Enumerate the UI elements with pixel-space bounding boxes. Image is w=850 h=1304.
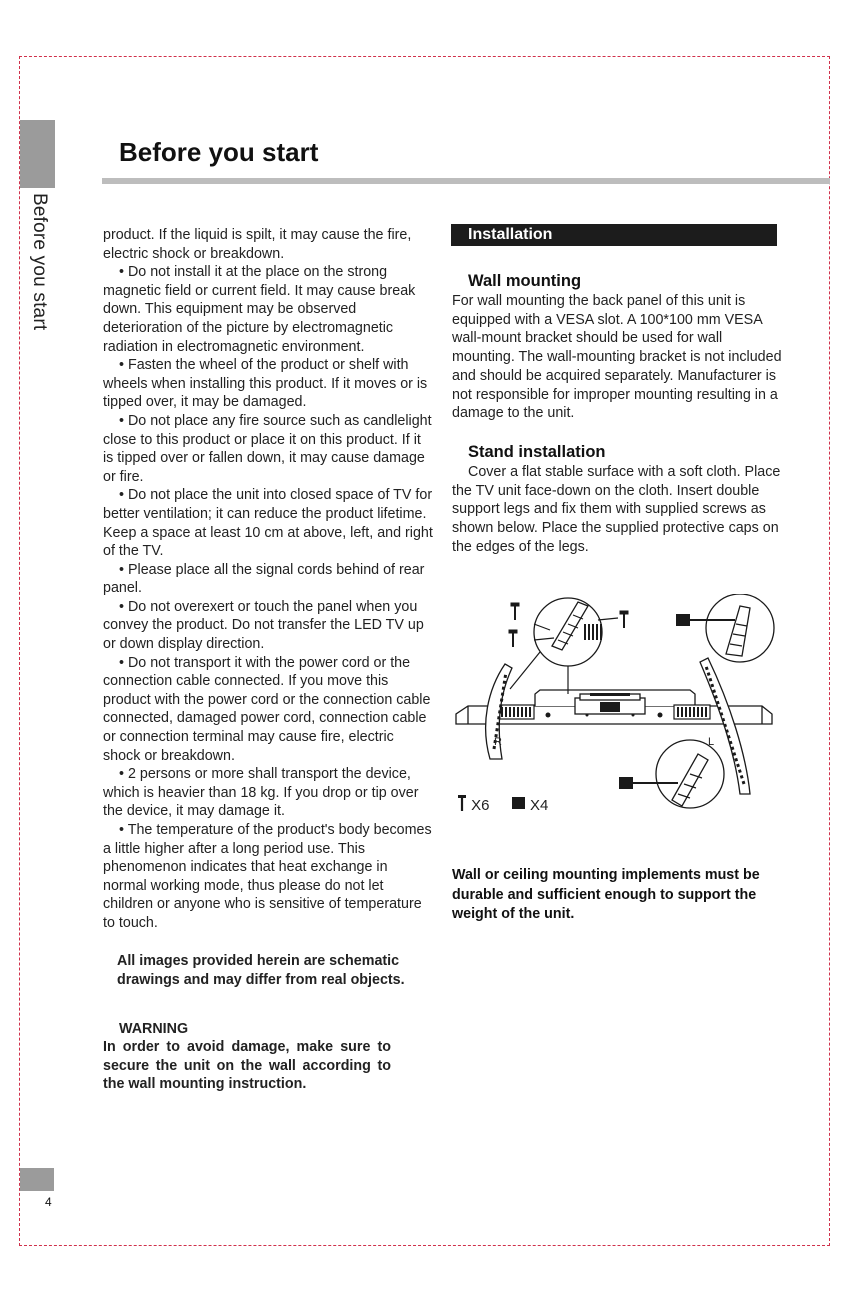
parts-legend <box>457 794 548 816</box>
page-number: 4 <box>45 1195 52 1209</box>
warning-body: In order to avoid damage, make sure to secure the unit on the wall according to the wall mounting instruction. <box>103 1039 391 1093</box>
footer-tab-marker <box>20 1168 54 1191</box>
warning-title: WARNING <box>119 1020 189 1037</box>
bullet-item: • The temperature of the product's body becomes a little higher after a long period use. This phenomenon indicates that heat exchange in normal working mode, thus please do not let children or anyone who is sensitive of temperature to touch. <box>103 822 432 931</box>
stand-installation-heading: Stand installation <box>468 442 606 461</box>
bullet-item: • 2 persons or more shall transport the device, which is heavier than 18 kg. If you drop or tip over the device, it may damage it. <box>103 766 419 820</box>
stand-installation-diagram <box>450 594 780 824</box>
diagram-label-l: L <box>708 736 715 748</box>
bullet-item: • Fasten the wheel of the product or shelf with wheels when installing this product. If it moves or is tipped over, it may be damaged. <box>103 357 428 411</box>
wall-mounting-text: For wall mounting the back panel of this unit is equipped with a VESA slot. A 100*100 mm VESA wall-mount bracket should be used for wall mounting. The wall-mounting bracket is not included and should be acquired separately. Manufacturer is not responsible for improper mounting resulting in a damage to the unit. <box>452 293 782 422</box>
mounting-warning-note: Wall or ceiling mounting implements must be durable and sufficient enough to support the weight of the unit. <box>452 867 760 922</box>
paragraph: product. If the liquid is spilt, it may cause the fire, electric shock or breakdown. <box>103 227 412 262</box>
bullet-item: • Do not overexert or touch the panel when you convey the product. Do not transfer the LED TV up or down display direction. <box>103 598 424 653</box>
bullet-item: • Do not place the unit into closed space of TV for better ventilation; it can reduce the product lifetime. Keep a space at least 10 cm at above, left, and right of the TV. <box>103 487 433 560</box>
caps-count: X4 <box>530 796 549 814</box>
side-tab-marker <box>20 120 55 188</box>
schematic-note: All images provided herein are schematic drawings and may differ from real objects. <box>117 952 405 988</box>
right-column <box>452 270 782 556</box>
wall-mounting-heading: Wall mounting <box>468 272 582 290</box>
screw-icon <box>457 794 467 816</box>
page-title: Before you start <box>119 137 319 167</box>
title-divider <box>102 178 830 184</box>
bullet-item: • Do not transport it with the power cord or the connection cable connected. If you move this product with the power cord or the connection cable connected, damaged power cord, connection cable or connection terminal may cause fire, electric shock or breakdown. <box>103 654 431 764</box>
bullet-item: • Please place all the signal cords behind of rear panel. <box>103 561 425 597</box>
stand-installation-text: Cover a flat stable surface with a soft cloth. Place the TV unit face-down on the cloth. Insert double support legs and fix them with supplied screws as shown below. Place the supplied protective caps on the edges of the legs. <box>452 463 781 555</box>
diagram-label-r: R <box>494 736 502 748</box>
bullet-item: • Do not install it at the place on the strong magnetic field or current field. It may cause break down. This equipment may be observed deterioration of the picture by electromagnetic radiation in electromagnetic environment. <box>103 264 416 355</box>
cap-icon <box>512 797 526 814</box>
installation-section-header: Installation <box>451 224 777 246</box>
screws-count: X6 <box>471 796 490 814</box>
bullet-item: • Do not place any fire source such as candlelight close to this product or place it on this product. If it is tipped over or fallen down, it may cause damage or fire. <box>103 412 432 485</box>
side-section-label: Before you start <box>29 193 50 331</box>
left-column <box>103 226 433 1094</box>
